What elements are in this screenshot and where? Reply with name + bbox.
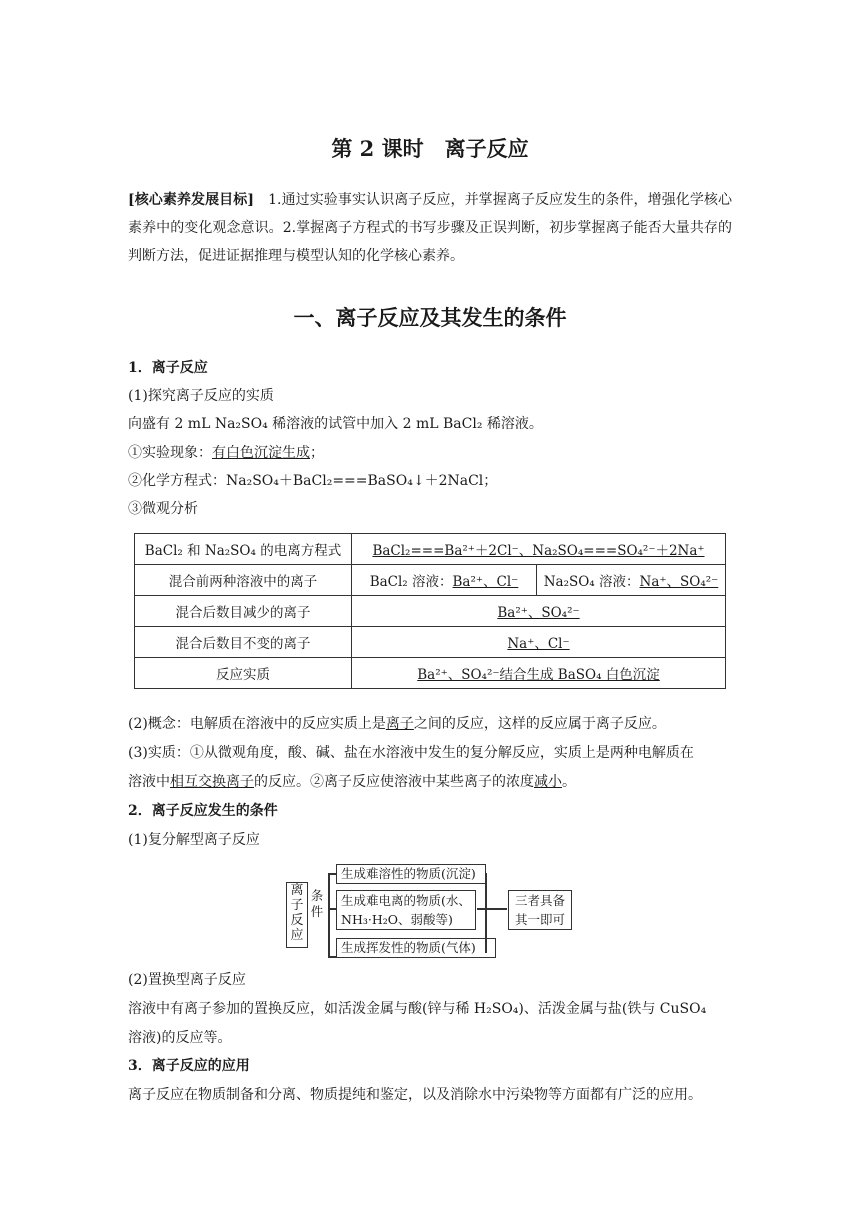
diagram-item-precipitate: 生成难溶性的物质(沉淀) [336,864,486,884]
decreased-ions: Ba²⁺、SO₄²⁻ [497,605,580,621]
diagram-connector [328,956,336,958]
table-cell-label: BaCl₂ 和 Na₂SO₄ 的电离方程式 [135,534,352,565]
concept-pre: (2)概念：电解质在溶液中的反应实质上是 [128,716,386,732]
section-heading: 一、离子反应及其发生的条件 [293,305,567,330]
essence-line2 [128,768,732,796]
table-cell-value [352,565,537,596]
diagram-right-bracket [485,873,487,953]
s2-sub1: (1)复分解型离子反应 [128,832,260,848]
table-cell-value [352,534,726,565]
table-row [135,627,726,658]
table-row [135,658,726,689]
table-cell-label: 混合后数目不变的离子 [135,627,352,658]
goal-text: 1.通过实验事实认识离子反应，并掌握离子反应发生的条件，增强化学核心素养中的变化观念意识。2.掌握离子方程式的书写步骤及正误判断，初步掌握离子能否大量共存的判断方法，促进证据推理与模型认知的化学核心素养。 [128,192,733,264]
na2so4-prefix: Na₂SO₄ 溶液： [543,574,640,590]
conditions-diagram [286,860,578,958]
essence-pre: 溶液中 [128,774,170,790]
diagram-right-box: 三者具备其一即可 [508,890,572,930]
diagram-item2-line1: 生成难电离的物质(水、 [341,893,471,908]
diagram-arrow [477,908,507,910]
essence-answer-1: 相互交换离子 [170,774,254,790]
diagram-left-box: 离子反应 [286,882,308,948]
s1-sub1: (1)探究离子反应的实质 [128,388,274,404]
s1-heading: 1．离子反应 [128,360,208,376]
s2-text1: 溶液中有离子参加的置换反应，如活泼金属与酸(锌与稀 H₂SO₄)、活泼金属与盐(铁与 CuSO₄ [128,1001,707,1017]
s1-equation: ②化学方程式：Na₂SO₄＋BaCl₂===BaSO₄↓＋2NaCl； [128,473,498,489]
s1-phenomenon [128,439,732,467]
table-cell-value [352,596,726,627]
bacl2-ions: Ba²⁺、Cl⁻ [452,574,519,590]
essence-post: 。 [562,774,576,790]
concept-answer: 离子 [385,716,414,732]
table-row [135,596,726,627]
s2-heading: 2．离子反应发生的条件 [128,803,278,819]
concept-paragraph [128,710,732,738]
essence-mid: 的反应。②离子反应使溶液中某些离子的浓度 [254,774,534,790]
diagram-item2-line2: NH₃·H₂O、弱酸等) [341,912,453,927]
goal-label: [核心素养发展目标] [128,192,254,208]
s2-text2: 溶液)的反应等。 [128,1030,232,1046]
essence-line1: (3)实质：①从微观角度，酸、碱、盐在水溶液中发生的复分解反应，实质上是两种电解质在 [128,745,694,761]
s3-heading: 3．离子反应的应用 [128,1058,250,1074]
table-row [135,534,726,565]
table-cell-value [352,658,726,689]
unchanged-ions: Na⁺、Cl⁻ [507,636,570,652]
phenomenon-label: ①实验现象： [128,445,212,461]
s2-sub2: (2)置换型离子反应 [128,972,246,988]
ionization-equation: BaCl₂===Ba²⁺＋2Cl⁻、Na₂SO₄===SO₄²⁻＋2Na⁺ [372,543,705,559]
page-title: 第 2 课时 离子反应 [331,136,529,161]
table-cell-value [352,627,726,658]
table-cell-value [537,565,726,596]
reaction-essence: Ba²⁺、SO₄²⁻结合生成 BaSO₄ 白色沉淀 [417,667,660,683]
phenomenon-answer: 有白色沉淀生成 [212,445,310,461]
phenomenon-end: ； [310,445,324,461]
diagram-item-weak-electrolyte [336,890,476,930]
diagram-connector [328,908,336,910]
diagram-item-gas: 生成挥发性的物质(气体) [336,938,496,958]
bacl2-prefix: BaCl₂ 溶液： [369,574,453,590]
diagram-bracket [328,873,330,957]
core-goal-paragraph [128,186,732,270]
table-cell-label: 混合前两种溶液中的离子 [135,565,352,596]
essence-answer-2: 减小 [534,774,562,790]
s1-micro: ③微观分析 [128,501,198,517]
table-row [135,565,726,596]
diagram-connector [328,873,336,875]
diagram-cond-label: 条件 [308,884,326,946]
table-cell-label: 混合后数目减少的离子 [135,596,352,627]
concept-post: 之间的反应，这样的反应属于离子反应。 [413,716,666,732]
s3-text: 离子反应在物质制备和分离、物质提纯和鉴定，以及消除水中污染物等方面都有广泛的应用。 [128,1087,702,1103]
micro-analysis-table [134,533,726,689]
s1-experiment: 向盛有 2 mL Na₂SO₄ 稀溶液的试管中加入 2 mL BaCl₂ 稀溶液。 [128,416,543,432]
table-cell-label: 反应实质 [135,658,352,689]
na2so4-ions: Na⁺、SO₄²⁻ [639,574,719,590]
